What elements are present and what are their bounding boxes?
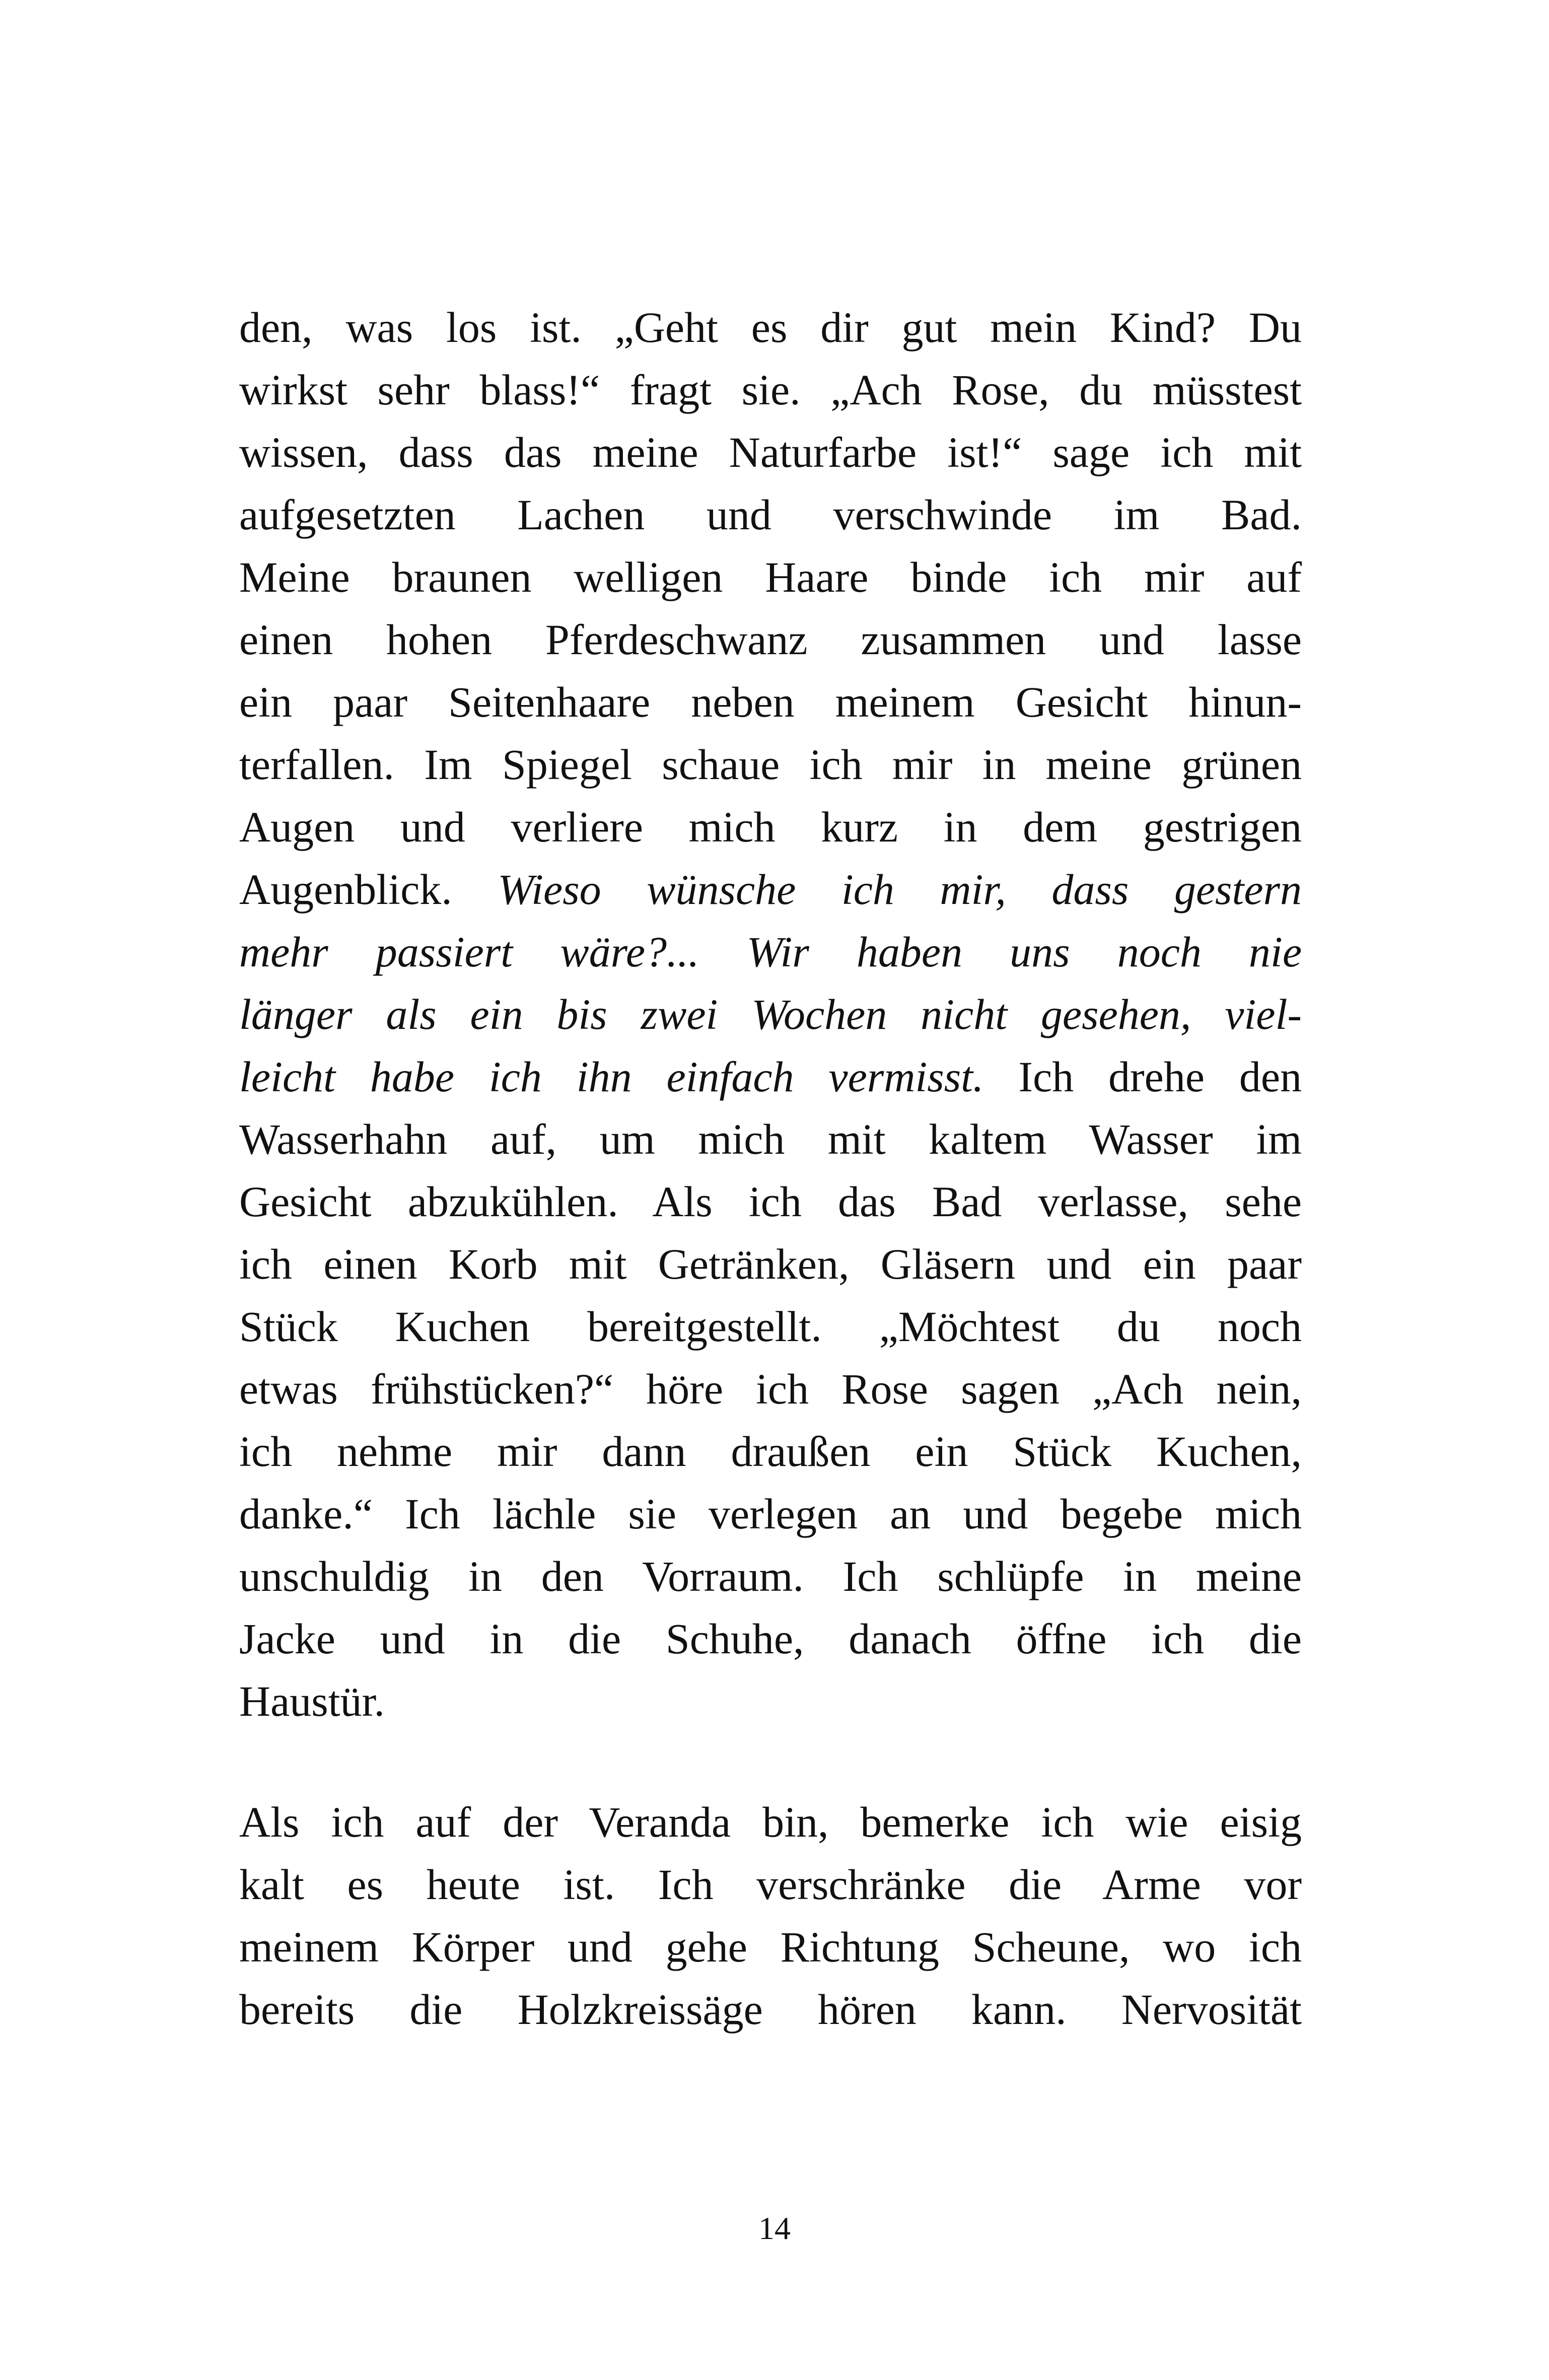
italic-text-segment: leicht habe ich ihn einfach vermisst. — [239, 1053, 984, 1101]
text-line — [239, 796, 1302, 858]
text-line — [239, 1916, 1302, 1978]
text-segment: kalt es heute ist. Ich verschränke die Arme vor — [239, 1860, 1302, 1909]
text-line — [239, 1295, 1302, 1358]
text-line — [239, 733, 1302, 796]
text-segment: ich einen Korb mit Getränken, Gläsern und ein paar — [239, 1240, 1302, 1288]
text-segment: unschuldig in den Vorraum. Ich schlüpfe in meine — [239, 1552, 1302, 1600]
text-segment: terfallen. Im Spiegel schaue ich mir in meine grünen — [239, 740, 1302, 789]
text-line — [239, 1853, 1302, 1916]
text-segment: bereits die Holzkreissäge hören kann. Nervosität — [239, 1985, 1302, 2034]
text-line — [239, 608, 1302, 671]
text-line — [239, 1545, 1302, 1607]
text-segment: ich nehme mir dann draußen ein Stück Kuchen, — [239, 1427, 1302, 1476]
italic-text-segment: mehr passiert wäre?... Wir haben uns noch nie — [239, 928, 1302, 976]
text-segment: wissen, dass das meine Naturfarbe ist!“ sage ich mit — [239, 428, 1302, 476]
text-segment: Ich drehe den — [983, 1053, 1302, 1101]
text-line — [239, 1108, 1302, 1170]
text-segment: Haustür. — [239, 1677, 385, 1725]
text-segment: aufgesetzten Lachen und verschwinde im Bad. — [239, 491, 1302, 539]
paragraph-1 — [239, 296, 1302, 1732]
text-segment: Gesicht abzukühlen. Als ich das Bad verlasse, sehe — [239, 1177, 1302, 1226]
text-segment: wirkst sehr blass!“ fragt sie. „Ach Rose, du müsstest — [239, 366, 1302, 414]
text-segment: danke.“ Ich lächle sie verlegen an und begebe mich — [239, 1490, 1302, 1538]
text-line — [239, 359, 1302, 421]
text-segment: ein paar Seitenhaare neben meinem Gesicht hinun- — [239, 678, 1302, 726]
text-segment: Augenblick. — [239, 865, 498, 914]
text-segment: Augen und verliere mich kurz in dem gestrigen — [239, 803, 1302, 851]
text-line — [239, 671, 1302, 733]
text-segment: etwas frühstücken?“ höre ich Rose sagen „Ach nein, — [239, 1365, 1302, 1413]
text-segment: Jacke und in die Schuhe, danach öffne ich die — [239, 1615, 1302, 1663]
text-segment: Stück Kuchen bereitgestellt. „Möchtest du noch — [239, 1302, 1302, 1351]
text-line — [239, 1607, 1302, 1670]
text-line — [239, 421, 1302, 483]
text-line — [239, 1420, 1302, 1483]
text-line — [239, 1483, 1302, 1545]
page-number: 14 — [758, 2210, 791, 2246]
text-segment: Meine braunen welligen Haare binde ich mir auf — [239, 553, 1302, 601]
italic-text-segment: länger als ein bis zwei Wochen nicht gesehen, viel- — [239, 990, 1302, 1038]
text-line — [239, 296, 1302, 359]
paragraph-2 — [239, 1791, 1302, 2041]
text-line — [239, 858, 1302, 921]
text-segment: Als ich auf der Veranda bin, bemerke ich wie eisig — [239, 1798, 1302, 1846]
text-line — [239, 546, 1302, 608]
text-line — [239, 1791, 1302, 1853]
text-segment: meinem Körper und gehe Richtung Scheune, wo ich — [239, 1923, 1302, 1971]
text-line — [239, 1045, 1302, 1108]
text-segment: Wasserhahn auf, um mich mit kaltem Wasser im — [239, 1115, 1302, 1163]
text-line — [239, 1358, 1302, 1420]
text-line — [239, 1978, 1302, 2041]
italic-text-segment: Wieso wünsche ich mir, dass gestern — [498, 865, 1302, 914]
text-segment: den, was los ist. „Geht es dir gut mein Kind? Du — [239, 303, 1302, 352]
text-line — [239, 1670, 1302, 1732]
text-line — [239, 921, 1302, 983]
text-line — [239, 983, 1302, 1045]
text-segment: einen hohen Pferdeschwanz zusammen und lasse — [239, 615, 1302, 664]
text-line — [239, 483, 1302, 546]
text-line — [239, 1233, 1302, 1295]
text-line — [239, 1170, 1302, 1233]
